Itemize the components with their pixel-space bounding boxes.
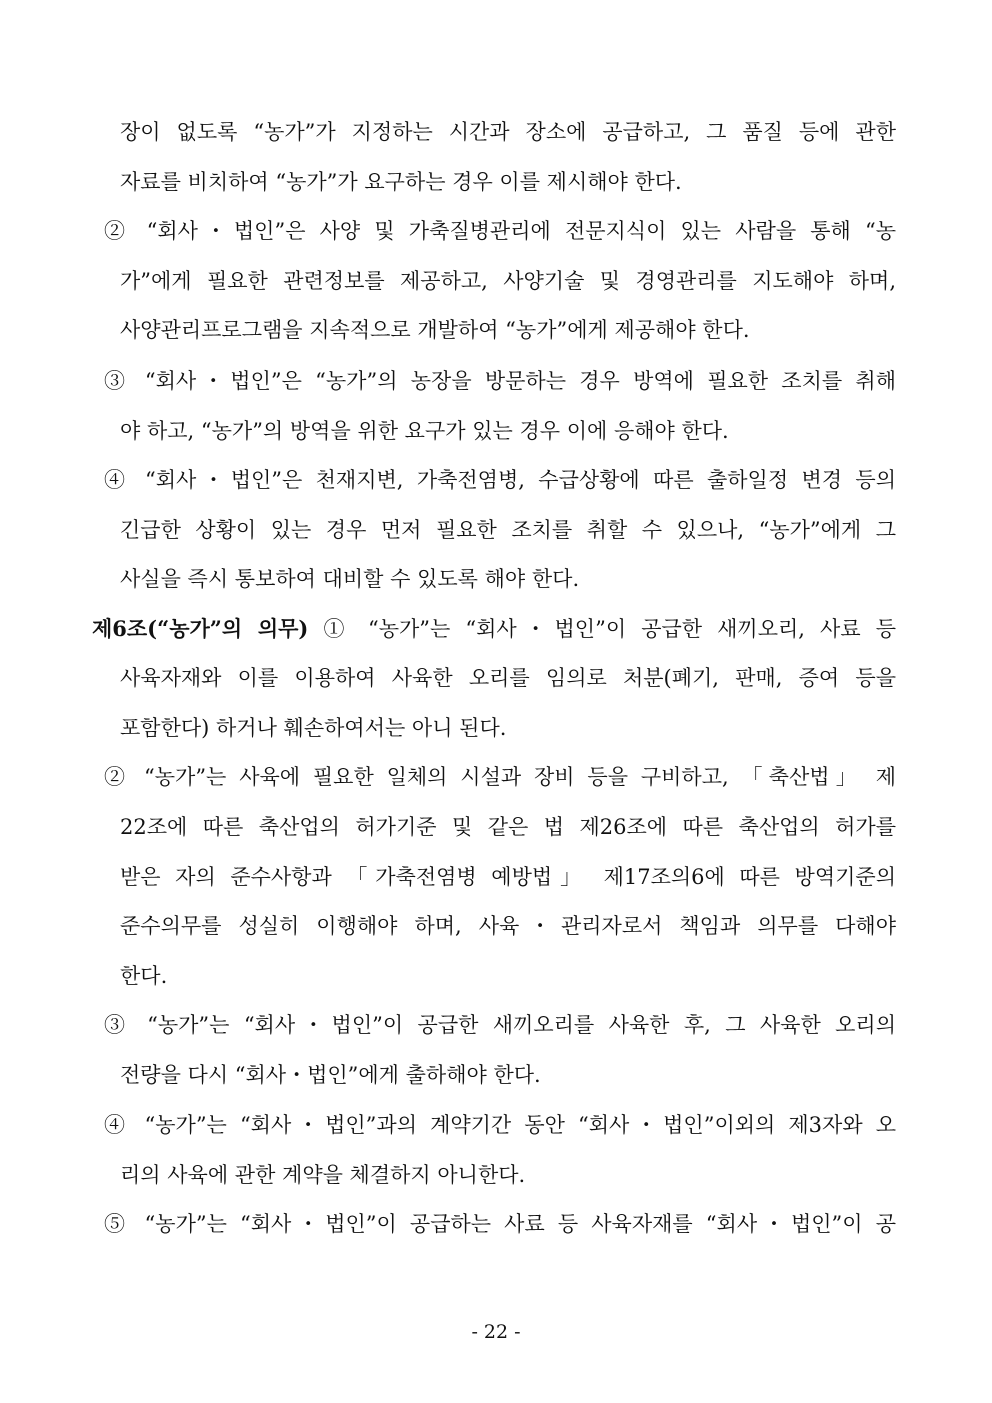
clause-line: ④ “농가”는 “회사・법인”과의 계약기간 동안 “회사・법인”이외의 제3자와 오 <box>104 1113 896 1137</box>
body-line: 받은 자의 준수사항과 「가축전염병 예방법」 제17조의6에 따른 방역기준의 <box>120 865 896 889</box>
body-line: 22조에 따른 축산업의 허가기준 및 같은 법 제26조에 따른 축산업의 허가를 <box>120 815 896 839</box>
clause-line: ② “농가”는 사육에 필요한 일체의 시설과 장비 등을 구비하고, 「축산법」 제 <box>104 765 896 789</box>
clause-line: ② “회사・법인”은 사양 및 가축질병관리에 전문지식이 있는 사람을 통해 “농 <box>104 219 896 243</box>
body-line: 리의 사육에 관한 계약을 체결하지 아니한다. <box>120 1163 526 1187</box>
body-line: 야 하고, “농가”의 방역을 위한 요구가 있는 경우 이에 응해야 한다. <box>120 419 729 443</box>
body-line: 포함한다) 하거나 훼손하여서는 아니 된다. <box>120 716 507 740</box>
body-line: 가”에게 필요한 관련정보를 제공하고, 사양기술 및 경영관리를 지도해야 하며, <box>120 269 896 293</box>
body-line: 한다. <box>120 964 168 988</box>
clause-line: ③ “농가”는 “회사・법인”이 공급한 새끼오리를 사육한 후, 그 사육한 오리의 <box>104 1013 896 1037</box>
clause-line: ③ “회사・법인”은 “농가”의 농장을 방문하는 경우 방역에 필요한 조치를 취해 <box>104 369 896 393</box>
body-line: 긴급한 상황이 있는 경우 먼저 필요한 조치를 취할 수 있으나, “농가”에게 그 <box>120 518 896 542</box>
body-line: 사실을 즉시 통보하여 대비할 수 있도록 해야 한다. <box>120 567 580 591</box>
body-line: 자료를 비치하여 “농가”가 요구하는 경우 이를 제시해야 한다. <box>120 170 682 194</box>
article-text: ① “농가”는 “회사・법인”이 공급한 새끼오리, 사료 등 <box>323 617 896 641</box>
body-line: 사양관리프로그램을 지속적으로 개발하여 “농가”에게 제공해야 한다. <box>120 318 750 342</box>
body-line: 장이 없도록 “농가”가 지정하는 시간과 장소에 공급하고, 그 품질 등에 관한 <box>120 120 896 144</box>
body-line: 전량을 다시 “회사・법인”에게 출하해야 한다. <box>120 1063 541 1087</box>
article-heading-line <box>92 611 896 647</box>
body-line: 사육자재와 이를 이용하여 사육한 오리를 임의로 처분(폐기, 판매, 증여 등을 <box>120 666 896 690</box>
clause-line: ⑤ “농가”는 “회사・법인”이 공급하는 사료 등 사육자재를 “회사・법인”이 공 <box>104 1212 896 1236</box>
page-number: - 22 - <box>471 1321 521 1343</box>
article-title: 제6조(“농가”의 의무) <box>92 616 309 641</box>
clause-line: ④ “회사・법인”은 천재지변, 가축전염병, 수급상황에 따른 출하일정 변경 등의 <box>104 468 896 492</box>
body-line: 준수의무를 성실히 이행해야 하며, 사육・관리자로서 책임과 의무를 다해야 <box>120 914 896 938</box>
